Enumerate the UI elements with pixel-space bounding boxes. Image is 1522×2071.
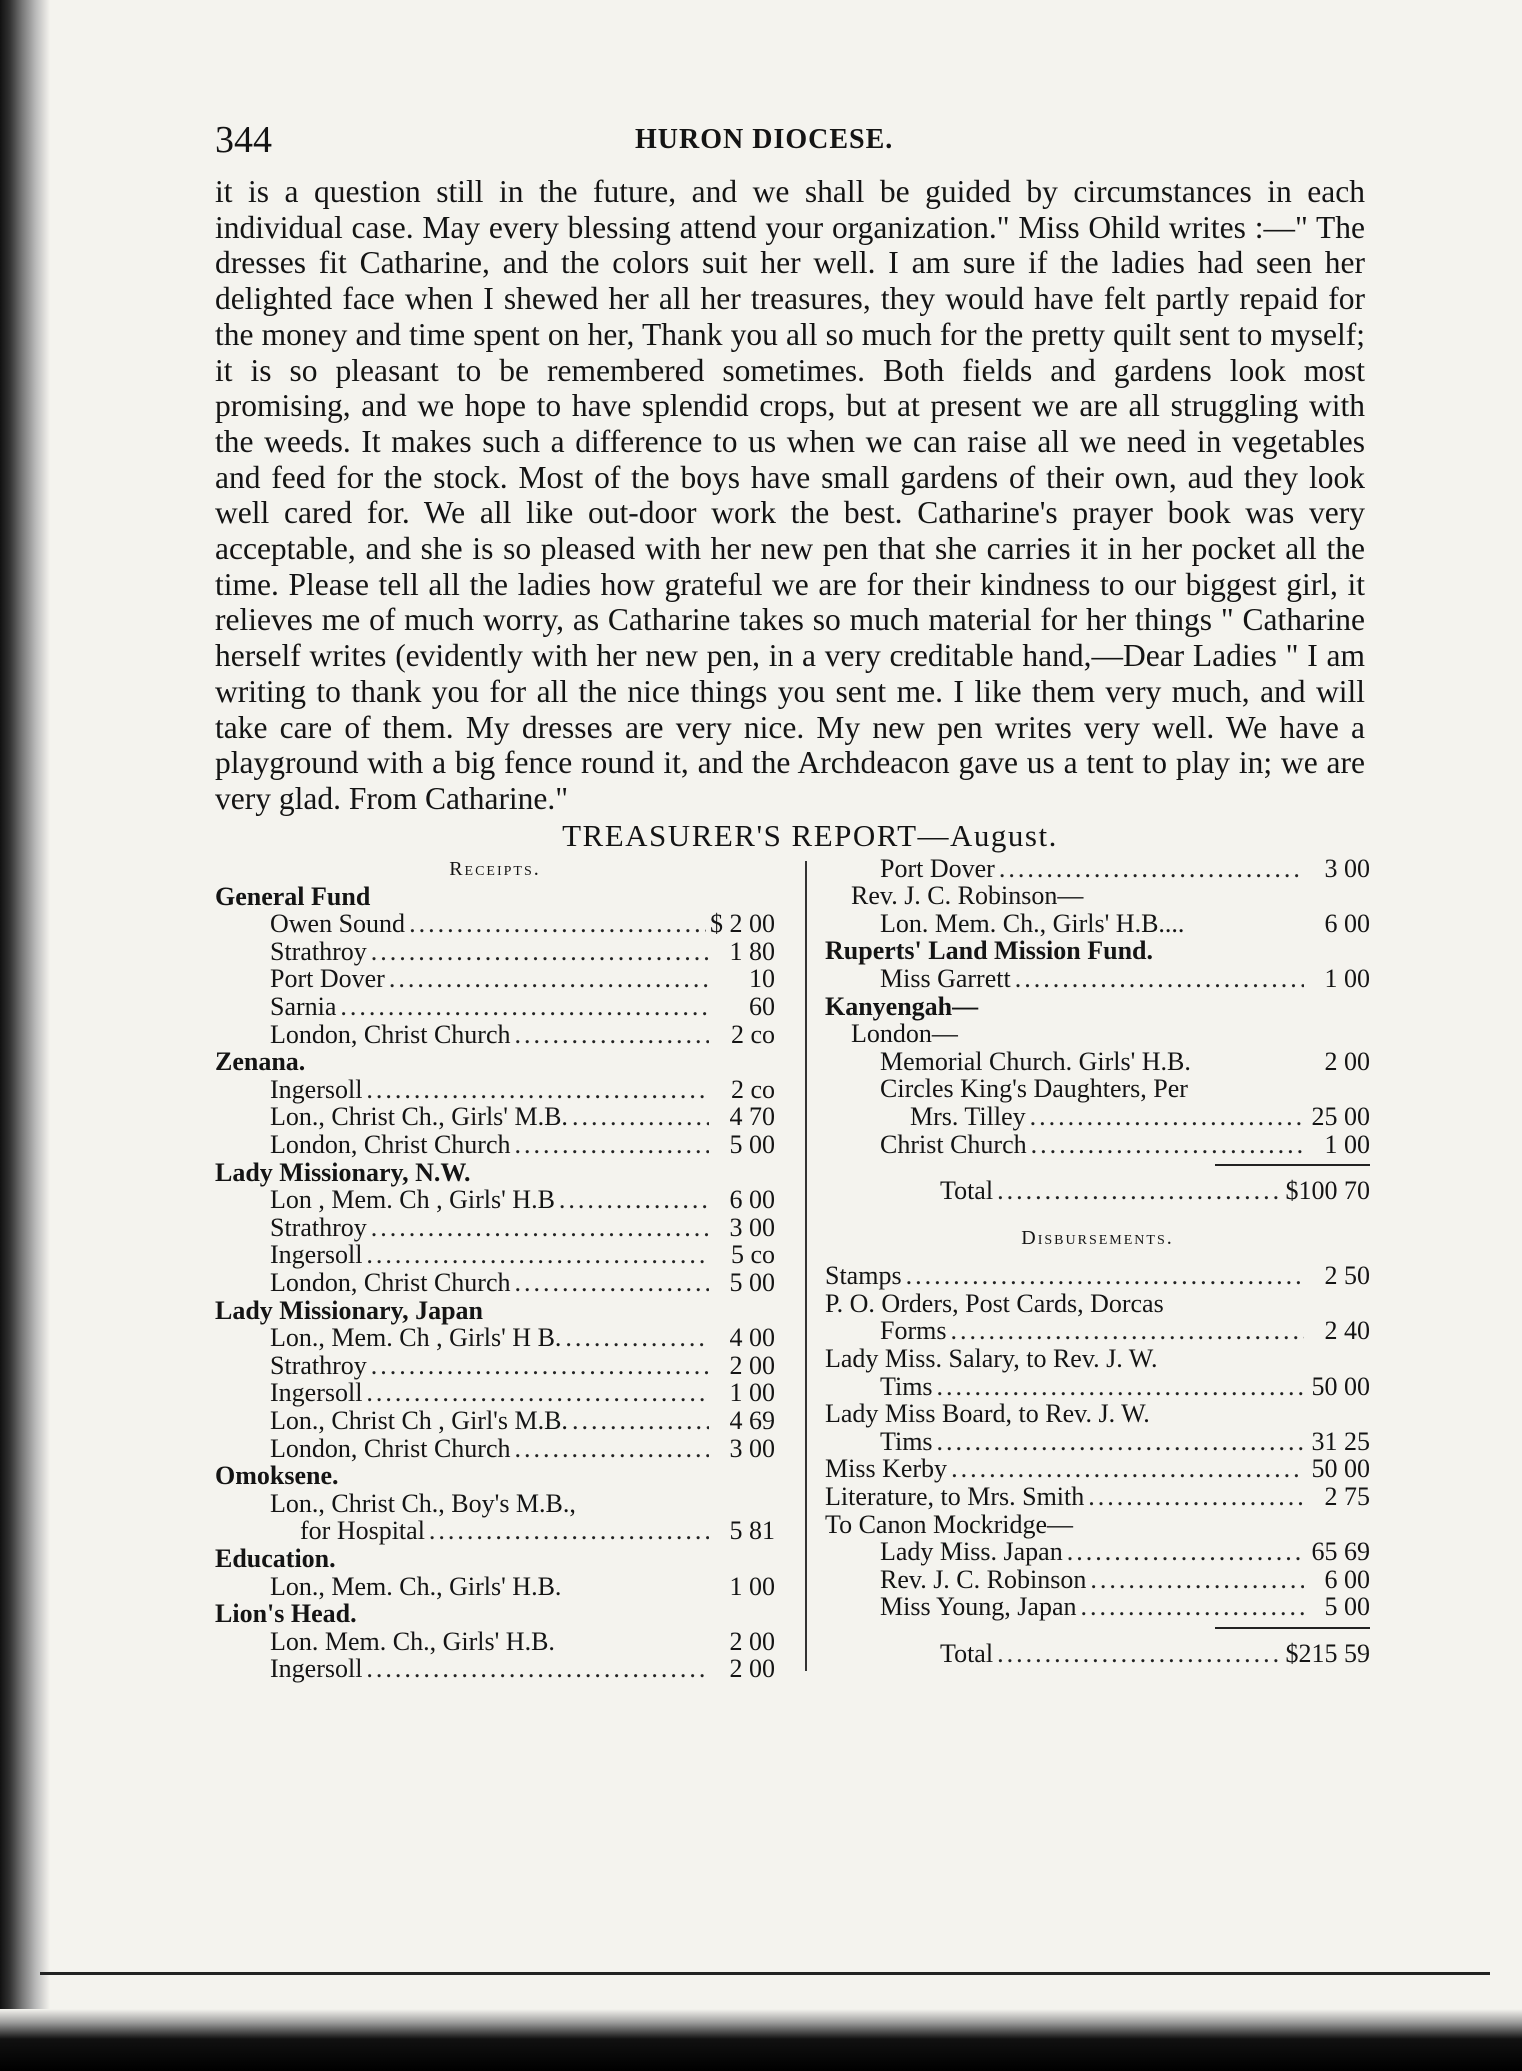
disbursement-entry-label: Lady Miss. Japan [880,1537,1063,1567]
page [215,118,1370,1715]
disbursement-entry-label: Rev. J. C. Robinson [880,1564,1087,1594]
receipt-entry [825,910,1370,938]
disbursement-entry-label: Forms [880,1316,947,1346]
leader-dots [962,1020,1366,1048]
disbursement-entry [825,1593,1370,1621]
leader-dots [366,1379,709,1407]
disbursements-total [825,1639,1370,1669]
disbursement-entry-amount: 50 00 [1311,1454,1370,1484]
leader-dots [340,993,709,1021]
receipt-entry-label: Kanyengah— [825,991,979,1021]
receipts-continued-list [825,855,1370,1159]
page-bottom-rule [40,1972,1490,1975]
receipt-entry-amount: 25 00 [1311,1102,1370,1131]
receipt-entry [215,1407,775,1435]
receipt-entry-label: Strathroy [270,1212,367,1242]
receipt-entry-label: Ruperts' Land Mission Fund. [825,936,1153,966]
disbursement-entry [825,1400,1370,1428]
leader-dots [374,883,771,911]
receipt-entry-label: Lion's Head. [215,1599,357,1629]
receipt-entry-amount: 2 co [730,1019,775,1049]
disbursement-entry-label: Lady Miss. Salary, to Rev. J. W. [825,1343,1158,1373]
receipt-entry [215,1131,775,1159]
receipt-entry [825,882,1370,910]
receipt-entry-amount: 2 00 [1324,1046,1370,1076]
leader-dots [1192,1075,1366,1103]
receipt-entry-group-heading [825,993,1370,1021]
disbursement-entry-amount: 6 00 [1324,1564,1370,1594]
leader-dots [1195,1048,1304,1076]
leader-dots [366,1655,709,1683]
disbursement-entry-label: Lady Miss Board, to Rev. J. W. [825,1399,1150,1429]
leader-dots [1015,965,1304,993]
leader-dots [999,855,1304,883]
receipt-entry-amount: 4 00 [729,1323,775,1353]
leader-dots [1067,1538,1304,1566]
receipt-entry [215,1490,775,1518]
receipts-total-amount: $100 70 [1285,1176,1370,1206]
receipt-entry-group-heading [825,937,1370,965]
receipt-entry [215,1435,775,1463]
receipt-entry-label: Port Dover [270,964,385,994]
leader-dots [1077,1511,1366,1539]
receipt-entry-amount: 2 00 [729,1350,775,1380]
leader-dots [1154,1400,1366,1428]
receipts-column [215,855,775,1683]
receipt-entry [215,1324,775,1352]
receipt-entry-label: Miss Garrett [880,964,1011,994]
leader-dots [580,1490,771,1518]
receipt-entry-label: Strathroy [270,1350,367,1380]
receipt-entry-amount: 6 00 [1324,908,1370,938]
receipt-entry-amount: 1 00 [729,1571,775,1601]
leader-dots [366,1076,709,1104]
leader-dots [1188,910,1304,938]
leader-dots [559,1186,709,1214]
disbursements-list [825,1262,1370,1621]
receipt-entry-amount: 5 00 [729,1267,775,1297]
receipt-entry [215,1021,775,1049]
leader-dots [1161,1345,1366,1373]
disbursement-entry-amount: 50 00 [1311,1371,1370,1401]
receipt-entry-amount: 5 81 [729,1516,775,1546]
disbursement-entry [825,1345,1370,1373]
receipt-entry [825,1075,1370,1103]
leader-dots [474,1159,771,1187]
leader-dots [409,910,706,938]
leader-dots [1168,1290,1366,1318]
receipt-entry-amount: 1 00 [1324,964,1370,994]
receipt-entry-amount: 1 00 [729,1378,775,1408]
leader-dots [340,1545,771,1573]
disbursement-entry [825,1511,1370,1539]
disbursement-entry [825,1483,1370,1511]
page-number: 344 [215,119,272,161]
receipt-entry [825,1020,1370,1048]
receipt-entry-label: Sarnia [270,992,337,1022]
disbursement-entry-label: Tims [880,1426,933,1456]
receipt-entry-label: Zenana. [215,1047,306,1077]
leader-dots [937,1373,1304,1401]
disbursement-entry-label: Literature, to Mrs. Smith [825,1481,1085,1511]
page-header [215,118,1365,174]
receipt-entry [215,1517,775,1545]
receipt-entry-amount: $ 2 00 [710,909,775,939]
receipt-entry [215,1352,775,1380]
column-divider [805,861,807,1671]
leader-dots [1088,1483,1304,1511]
leader-dots [487,1297,771,1325]
receipt-entry-label: Lon., Mem. Ch , Girls' H B. [270,1323,562,1353]
report-columns [215,853,1370,1715]
receipt-entry [825,1131,1370,1159]
receipt-entry-label: for Hospital [300,1516,425,1546]
scan-bottom-edge [0,2009,1522,2071]
receipt-entry-amount: 3 00 [1324,853,1370,883]
leader-dots [366,1241,709,1269]
receipt-entry-amount: 60 [749,992,775,1022]
receipt-entry-label: Lon., Christ Ch , Girl's M.B. [270,1405,568,1435]
disbursement-entry [825,1566,1370,1594]
receipt-entry-label: Lon. Mem. Ch., Girls' H.B.... [880,908,1185,938]
receipt-entry-label: General Fund [215,881,371,911]
disbursement-entry-label: Miss Young, Japan [880,1592,1077,1622]
receipt-entry [215,1241,775,1269]
receipt-entry-label: Rev. J. C. Robinson— [851,881,1084,911]
receipt-entry-label: Memorial Church. Girls' H.B. [880,1046,1191,1076]
receipt-entry-group-heading [215,1462,775,1490]
receipts-total-label: Total [940,1176,994,1206]
leader-dots [309,1048,771,1076]
receipt-entry-label: Lady Missionary, N.W. [215,1157,471,1187]
disbursements-total-rule [1215,1627,1370,1629]
leader-dots [572,1103,709,1131]
leader-dots [371,1214,709,1242]
receipt-entry-label: Lon. Mem. Ch., Girls' H.B. [270,1626,555,1656]
receipt-entry-label: Ingersoll [270,1378,363,1408]
receipt-entry-label: Omoksene. [215,1461,339,1491]
leader-dots [361,1600,771,1628]
receipt-entry-amount: 5 co [730,1240,775,1270]
leader-dots [1081,1593,1305,1621]
leader-dots [429,1517,709,1545]
receipt-entry-amount: 2 00 [729,1626,775,1656]
receipt-entry [215,965,775,993]
disbursements-heading: Disbursements. [1021,1227,1174,1250]
leader-dots [515,1435,710,1463]
disbursement-entry-amount: 65 69 [1311,1537,1370,1567]
disbursements-total-label: Total [940,1638,994,1668]
receipt-entry [215,1655,775,1683]
receipt-entry-amount: 5 00 [729,1130,775,1159]
body-paragraph: it is a question still in the future, and we shall be guided by circumstances in each individual case. May every blessing attend your organization." Miss Ohild writes :—" The dresses fit Catharine, and the colors suit her well. I am sure if the ladies had seen her delighted face when I shewed her all her treasures, they would have felt partly repaid for the money and time spent on her, Thank you all so much for the pretty quilt sent to myself; it is so pleasant to be remembered sometimes. Both fields and gardens look most promising, and we hope to have splendid crops, but at present we are all struggling with the weeds. It makes such a difference to us when we can raise all we need in vegetables and feed for the stock. Most of the boys have small gardens of their own, aud they look well cared for. We all like out-door work the best. Catharine's prayer book was very acceptable, and she is so pleased with her new pen that she carries it in her pocket all the time. Please tell all the ladies how grateful we are for their kindness to our biggest girl, it relieves me of much worry, as Catharine takes so much material for her things " Catharine herself writes (evidently with her new pen, in a very creditable hand,—Dear Ladies " I am writing to thank you for all the nice things you sent me. I like them very much, and will take care of them. My dresses are very nice. My new pen writes very well. We have a playground with a big fence round it, and the Archdeacon gave us a tent to play in; we are very glad. From Catharine." [215,174,1365,816]
receipt-entry-label: London, Christ Church [270,1267,511,1297]
leader-dots [515,1269,710,1297]
receipt-entry-group-heading [215,1600,775,1628]
disbursement-entry [825,1538,1370,1566]
disbursements-total-amount: $215 59 [1285,1638,1370,1668]
leader-dots [343,1462,772,1490]
receipt-entry-label: Mrs. Tilley [910,1102,1026,1131]
leader-dots [371,938,709,966]
leader-dots [572,1407,709,1435]
leader-dots [1090,1566,1304,1594]
leader-dots [565,1573,709,1601]
disbursement-entry [825,1290,1370,1318]
receipt-entry [215,1628,775,1656]
disbursement-entry [825,1317,1370,1345]
receipts-total-rule [1215,1164,1370,1166]
receipts-list [215,883,775,1683]
receipt-entry-label: Strathroy [270,936,367,966]
receipt-entry-label: Education. [215,1543,336,1573]
leader-dots [950,1317,1304,1345]
leader-dots [1030,1103,1304,1131]
receipt-entry-amount: 1 00 [1324,1129,1370,1159]
receipt-entry [215,1076,775,1104]
receipt-entry-label: London— [851,1019,958,1049]
disbursement-entry-amount: 2 40 [1324,1316,1370,1346]
receipt-entry-label: Owen Sound [270,909,406,939]
running-head: HURON DIOCESE. [635,124,894,155]
receipts-total [825,1176,1370,1206]
leader-dots [937,1428,1304,1456]
receipt-entry [215,1269,775,1297]
receipt-entry [825,855,1370,883]
right-column [825,855,1370,1669]
receipt-entry-group-heading [215,1297,775,1325]
receipt-entry-group-heading [215,1048,775,1076]
receipt-entry-label: Christ Church [880,1129,1027,1159]
disbursement-entry-label: P. O. Orders, Post Cards, Dorcas [825,1288,1164,1318]
receipt-entry-amount: 6 00 [729,1185,775,1215]
receipt-entry [825,1048,1370,1076]
receipt-entry [825,965,1370,993]
receipt-entry [215,1186,775,1214]
disbursement-entry [825,1428,1370,1456]
receipt-entry-group-heading [215,1545,775,1573]
receipt-entry-label: London, Christ Church [270,1433,511,1463]
disbursement-entry-label: Miss Kerby [825,1454,948,1484]
disbursement-entry [825,1455,1370,1483]
leader-dots [515,1131,710,1159]
receipt-entry-label: Lon., Christ Ch., Boy's M.B., [270,1488,576,1518]
receipt-entry-label: Ingersoll [270,1074,363,1104]
receipt-entry [215,1379,775,1407]
receipt-entry-amount: 1 80 [729,936,775,966]
leader-dots [371,1352,709,1380]
disbursement-entry-amount: 31 25 [1311,1426,1370,1456]
disbursement-entry-label: Stamps [825,1261,902,1291]
receipt-entry [215,1214,775,1242]
report-title: TREASURER'S REPORT—August. [562,817,1058,853]
leader-dots [951,1455,1304,1483]
disbursement-entry-amount: 5 00 [1324,1592,1370,1622]
receipt-entry-amount: 2 00 [729,1654,775,1684]
receipts-heading: Receipts. [449,857,541,880]
disbursement-entry-label: Tims [880,1371,933,1401]
receipt-entry-label: Lon , Mem. Ch , Girls' H.B [270,1185,555,1215]
leader-dots [565,1324,709,1352]
leader-dots [1157,937,1366,965]
receipt-entry-amount: 10 [749,964,775,994]
disbursement-entry [825,1373,1370,1401]
receipt-entry-amount: 2 co [730,1074,775,1104]
disbursement-entry-amount: 2 50 [1324,1261,1370,1291]
disbursement-entry-label: To Canon Mockridge— [825,1509,1074,1539]
leader-dots [982,993,1366,1021]
receipt-entry-amount: 3 00 [729,1433,775,1463]
receipt-entry-label: Circles King's Daughters, Per [880,1074,1188,1104]
leader-dots [515,1021,710,1049]
receipt-entry-label: London, Christ Church [270,1130,511,1159]
leader-dots [906,1262,1304,1290]
receipt-entry-label: Ingersoll [270,1240,363,1270]
receipt-entry [215,938,775,966]
receipt-entry [825,1103,1370,1131]
receipt-entry-group-heading [215,883,775,911]
receipt-entry [215,993,775,1021]
leader-dots [1087,882,1366,910]
receipt-entry [215,910,775,938]
receipt-entry-amount: 4 70 [729,1102,775,1132]
leader-dots [1031,1131,1304,1159]
scan-left-edge [0,0,50,2071]
leader-dots [389,965,709,993]
receipt-entry-label: Lady Missionary, Japan [215,1295,484,1325]
disbursement-entry-amount: 2 75 [1324,1481,1370,1511]
receipt-entry-group-heading [215,1159,775,1187]
disbursement-entry [825,1262,1370,1290]
receipt-entry-label: Lon., Mem. Ch., Girls' H.B. [270,1571,562,1601]
receipt-entry-label: Lon., Christ Ch., Girls' M.B. [270,1102,568,1132]
receipt-entry-label: London, Christ Church [270,1019,511,1049]
receipt-entry-label: Port Dover [880,853,995,883]
receipt-entry [215,1573,775,1601]
receipt-entry-label: Ingersoll [270,1654,363,1684]
receipt-entry [215,1103,775,1131]
receipt-entry-amount: 4 69 [729,1405,775,1435]
receipt-entry-amount: 3 00 [729,1212,775,1242]
leader-dots [559,1628,709,1656]
